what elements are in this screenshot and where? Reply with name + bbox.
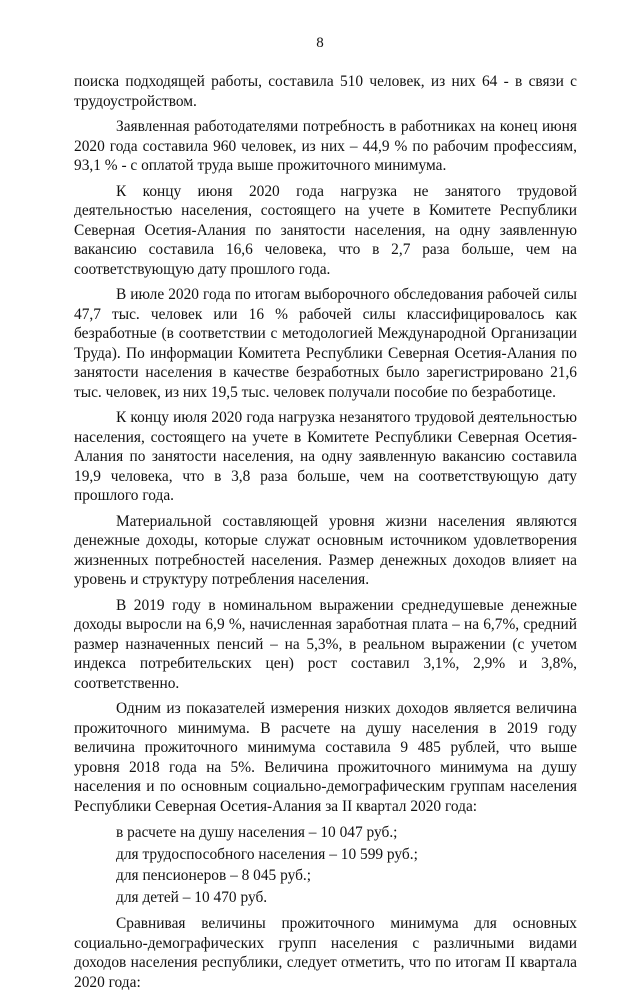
list-item-pensioners: для пенсионеров – 8 045 руб.; xyxy=(116,867,312,884)
paragraph-money-income: Материальной составляющей уровня жизни населения являются денежные доходы, которые служат основным источником удовлетворения жизненных потребностей населения. Размер денежных доходов влияет на уровень и структуру потребления населения. xyxy=(74,512,577,588)
paragraph-employer-demand: Заявленная работодателями потребность в работниках на конец июня 2020 года составила 960 человек, из них – 44,9 % по рабочим профессиям, 93,1 % - с оплатой труда выше прожиточного минимума. xyxy=(74,118,577,174)
paragraph-june-load: К концу июня 2020 года нагрузка не занятого трудовой деятельностью населения, состоящего на учете в Комитете Республики Северная Осетия-Алания по занятости населения, на одну заявленную вакансию составила 16,6 человека, что в 2,7 раза больше, чем на соответствующую дату прошлого года. xyxy=(74,182,577,278)
paragraph-comparison: Сравнивая величины прожиточного минимума для основных социально-демографических групп населения с различными видами доходов населения республики, следует отметить, что по итогам II квартала 2020 года: xyxy=(74,915,577,991)
subsistence-minimum-list xyxy=(74,822,577,908)
paragraph-income-growth-2019: В 2019 году в номинальном выражении среднедушевые денежные доходы выросли на 6,9 %, начисленная заработная плата – на 6,7%, средний размер назначенных пенсий – на 5,3%, в реальном выражении (с учетом индекса потребительских цен) рост составил 3,1%, 2,9% и 3,8%, соответственно. xyxy=(74,596,577,692)
paragraph-july-load: К концу июля 2020 года нагрузка незанятого трудовой деятельностью населения, состоящего на учете в Комитете Республики Северная Осетия-Алания по занятости населения, на одну заявленную вакансию составила 19,9 человека, что в 3,8 раза больше, чем на соответствующую дату прошлого года. xyxy=(74,409,577,504)
list-item-children: для детей – 10 470 руб. xyxy=(116,888,268,906)
paragraph-job-search-continued: поиска подходящей работы, составила 510 человек, из них 64 - в связи с трудоустройством. xyxy=(74,73,577,110)
paragraph-subsistence-minimum: Одним из показателей измерения низких доходов является величина прожиточного минимума. В расчете на душу населения в 2019 году величина прожиточного минимума составила 9 485 рублей, что выше уровня 2018 года на 5%. Величина прожиточного минимума на душу населения и по основным социально-демографическим группам населения Республики Северная Осетия-Алания за II квартал 2020 года: xyxy=(74,700,577,815)
paragraph-july-survey: В июле 2020 года по итогам выборочного обследования рабочей силы 47,7 тыс. человек или 16 % рабочей силы классифицировалось как безработные (в соответствии с методологией Международной Организации Труда). По информации Комитета Республики Северная Осетия-Алания по занятости населения в качестве безработных было зарегистрировано 21,6 тыс. человек, из них 19,5 тыс. человек получали пособие по безработице. xyxy=(74,286,577,401)
list-item-per-capita: в расчете на душу населения – 10 047 руб.; xyxy=(116,824,398,841)
list-item-working-age: для трудоспособного населения – 10 599 руб.; xyxy=(116,845,418,863)
document-body xyxy=(74,72,577,998)
page-number: 8 xyxy=(316,35,324,51)
